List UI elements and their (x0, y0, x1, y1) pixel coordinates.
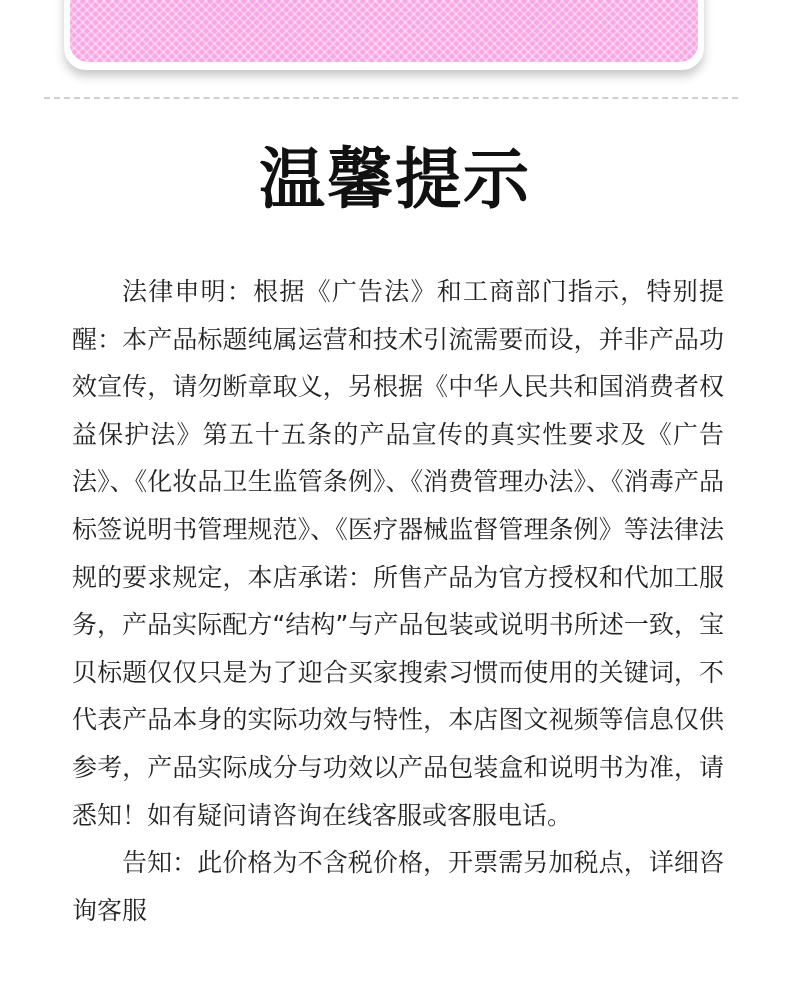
tax-notice-paragraph: 告知：此价格为不含税价格，开票需另加税点，详细咨询客服 (72, 848, 724, 925)
pink-banner (64, 0, 704, 70)
notice-content (72, 268, 724, 934)
dashed-divider (44, 97, 738, 99)
legal-statement-paragraph: 法律申明：根据《广告法》和工商部门指示，特别提醒：本产品标题纯属运营和技术引流需要而设，并非产品功效宣传，请勿断章取义，另根据《中华人民共和国消费者权益保护法》第五十五条的产品宣传的真实性要求及《广告法》、《化妆品卫生监管条例》、《消费管理办法》、《消毒产品标签说明书管理规范》、《医疗器械监督管理条例》等法律法规的要求规定，本店承诺：所售产品为官方授权和代加工服务，产品实际配方“结构”与产品包装或说明书所述一致，宝贝标题仅仅只是为了迎合买家搜索习惯而使用的关键词，不代表产品本身的实际功效与特性，本店图文视频等信息仅供参考，产品实际成分与功效以产品包装盒和说明书为准，请悉知！如有疑问请咨询在线客服或客服电话。 (72, 277, 724, 830)
page-title: 温馨提示 (259, 141, 531, 218)
banner-pattern (70, 0, 698, 62)
